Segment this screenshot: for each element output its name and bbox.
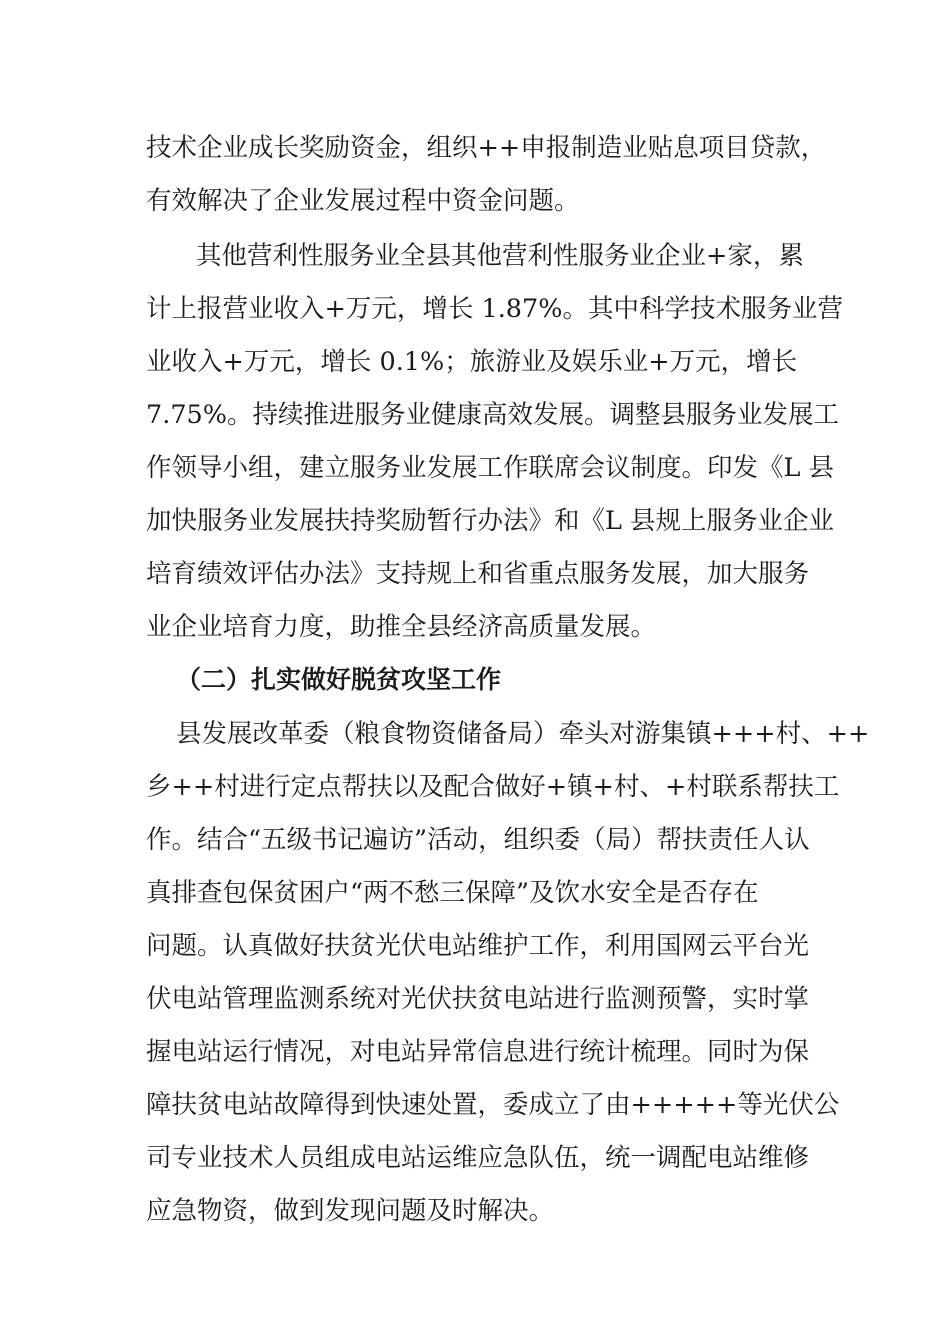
paragraph-2-line-5: 作领导小组，建立服务业发展工作联席会议制度。印发《L 县 — [146, 453, 835, 483]
paragraph-3-line-9: 司专业技术人员组成电站运维应急队伍，统一调配电站维修 — [146, 1143, 810, 1173]
paragraph-2-line-3: 业收入+万元，增长 0.1%；旅游业及娱乐业+万元，增长 — [146, 347, 798, 377]
paragraph-1-line-2: 有效解决了企业发展过程中资金问题。 — [146, 186, 580, 216]
paragraph-3-line-4: 真排查包保贫困户“两不愁三保障”及饮水安全是否存在 — [146, 878, 759, 908]
paragraph-3-line-6: 伏电站管理监测系统对光伏扶贫电站进行监测预警，实时掌 — [146, 984, 810, 1014]
paragraph-3-line-3: 作。结合“五级书记遍访”活动，组织委（局）帮扶责任人认 — [146, 825, 810, 855]
paragraph-3-line-8: 障扶贫电站故障得到快速处置，委成立了由+++++等光伏公 — [146, 1090, 840, 1120]
paragraph-2-line-6: 加快服务业发展扶持奖励暂行办法》和《L 县规上服务业企业 — [146, 506, 835, 536]
paragraph-1-line-1: 技术企业成长奖励资金，组织++申报制造业贴息项目贷款， — [146, 133, 827, 163]
paragraph-2-line-4: 7.75%。持续推进服务业健康高效发展。调整县服务业发展工 — [146, 400, 840, 430]
paragraph-2-line-1: 其他营利性服务业全县其他营利性服务业企业+家，累 — [196, 241, 804, 271]
paragraph-3-line-1: 县发展改革委（粮食物资储备局）牵头对游集镇+++村、++ — [176, 719, 870, 749]
paragraph-2-line-2: 计上报营业收入+万元，增长 1.87%。其中科学技术服务业营 — [146, 294, 843, 324]
paragraph-3-line-7: 握电站运行情况，对电站异常信息进行统计梳理。同时为保 — [146, 1037, 810, 1067]
paragraph-3-line-10: 应急物资，做到发现问题及时解决。 — [146, 1196, 555, 1226]
paragraph-3-line-2: 乡++村进行定点帮扶以及配合做好+镇+村、+村联系帮扶工 — [146, 772, 840, 802]
paragraph-3-line-5: 问题。认真做好扶贫光伏电站维护工作，利用国网云平台光 — [146, 931, 810, 961]
section-heading: （二）扎实做好脱贫攻坚工作 — [176, 665, 502, 694]
paragraph-2-line-7: 培育绩效评估办法》支持规上和省重点服务发展，加大服务 — [146, 559, 810, 589]
paragraph-2-line-8: 业企业培育力度，助推全县经济高质量发展。 — [146, 612, 657, 642]
